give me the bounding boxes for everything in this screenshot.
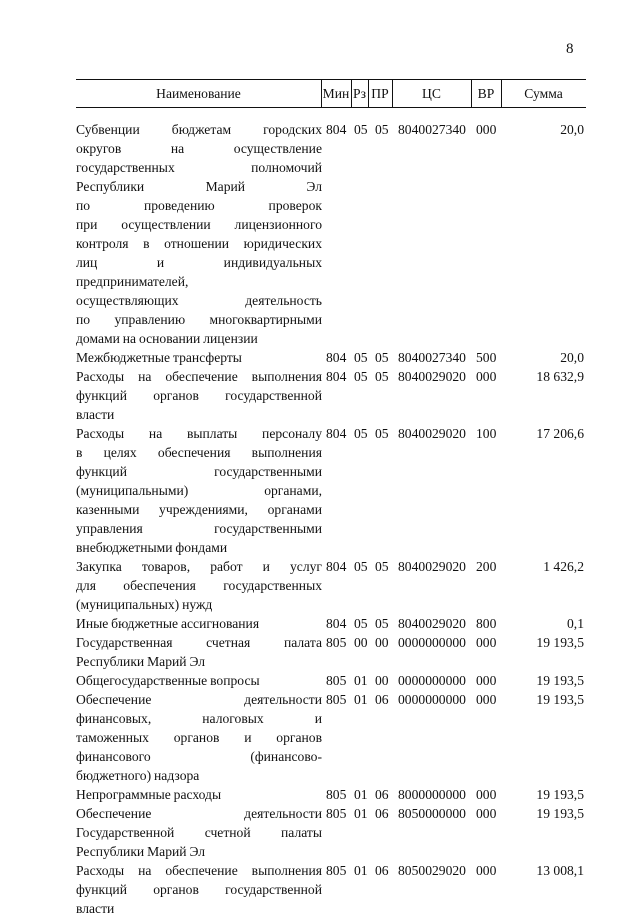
header-vr: ВР	[477, 86, 495, 101]
table-row	[76, 861, 586, 918]
row-rz: 01	[354, 863, 368, 878]
row-cs: 0000000000	[398, 673, 466, 688]
row-name	[76, 557, 322, 614]
row-name-line: при осуществлении лицензионного	[76, 217, 322, 232]
row-min: 804	[326, 559, 347, 574]
row-name-line: предпринимателей,	[76, 274, 189, 289]
header-cs: ЦС	[422, 86, 441, 101]
row-vr: 000	[476, 787, 497, 802]
table-row	[76, 367, 586, 424]
row-name-line: казенными учреждениями, органами	[76, 502, 322, 517]
row-sum: 19 193,5	[536, 787, 584, 802]
row-pr: 05	[375, 350, 389, 365]
row-name-line: по проведению проверок	[76, 198, 322, 213]
row-name-line: для обеспечения государственных	[76, 578, 322, 593]
table-body	[76, 120, 586, 918]
row-min: 805	[326, 673, 347, 688]
row-name-line: домами на основании лицензии	[76, 331, 258, 346]
row-cs: 8040027340	[398, 122, 466, 137]
row-pr: 05	[375, 559, 389, 574]
row-name-line: Государственная счетная палата	[76, 635, 322, 650]
row-name-line: Республики Марий Эл	[76, 179, 322, 194]
row-rz: 01	[354, 787, 368, 802]
row-name	[76, 120, 322, 348]
row-min: 805	[326, 635, 347, 650]
row-rz: 05	[354, 559, 368, 574]
row-pr: 06	[375, 787, 389, 802]
row-name-line: финансовых, налоговых и	[76, 711, 322, 726]
row-vr: 000	[476, 673, 497, 688]
row-rz: 01	[354, 806, 368, 821]
row-name-line: управления государственными	[76, 521, 322, 536]
row-name-line: Расходы на обеспечение выполнения	[76, 369, 322, 384]
row-name-line: финансового (финансово-	[76, 749, 322, 764]
row-pr: 05	[375, 616, 389, 631]
row-name-line: таможенных органов и органов	[76, 730, 322, 745]
table-row	[76, 348, 586, 367]
header-sum: Сумма	[524, 86, 563, 101]
row-cs: 8050000000	[398, 806, 466, 821]
row-cs: 8040029020	[398, 426, 466, 441]
row-vr: 000	[476, 635, 497, 650]
row-pr: 05	[375, 122, 389, 137]
row-name-line: власти	[76, 901, 115, 916]
header-min: Мин	[322, 86, 350, 101]
row-pr: 06	[375, 863, 389, 878]
row-vr: 500	[476, 350, 497, 365]
row-cs: 8040029020	[398, 616, 466, 631]
row-pr: 05	[375, 426, 389, 441]
row-sum: 20,0	[560, 122, 584, 137]
row-name-line: Государственной счетной палаты	[76, 825, 322, 840]
row-rz: 00	[354, 635, 368, 650]
row-vr: 000	[476, 806, 497, 821]
row-name-line: внебюджетными фондами	[76, 540, 228, 555]
row-pr: 05	[375, 369, 389, 384]
row-name-line: Иные бюджетные ассигнования	[76, 616, 260, 631]
row-sum: 0,1	[567, 616, 584, 631]
row-min: 804	[326, 426, 347, 441]
row-vr: 100	[476, 426, 497, 441]
header-pr: ПР	[371, 86, 389, 101]
table-row	[76, 690, 586, 785]
row-min: 804	[326, 350, 347, 365]
row-min: 805	[326, 863, 347, 878]
row-name	[76, 424, 322, 557]
row-name	[76, 785, 322, 804]
row-pr: 06	[375, 692, 389, 707]
row-name-line: Межбюджетные трансферты	[76, 350, 242, 365]
row-min: 805	[326, 692, 347, 707]
row-sum: 19 193,5	[536, 673, 584, 688]
row-rz: 05	[354, 350, 368, 365]
row-sum: 18 632,9	[536, 369, 584, 384]
table-header	[76, 79, 586, 108]
table-row	[76, 785, 586, 804]
row-vr: 200	[476, 559, 497, 574]
row-vr: 000	[476, 369, 497, 384]
row-rz: 01	[354, 692, 368, 707]
row-cs: 0000000000	[398, 635, 466, 650]
row-rz: 05	[354, 426, 368, 441]
row-pr: 06	[375, 806, 389, 821]
table-row	[76, 424, 586, 557]
row-name-line: лиц и индивидуальных	[76, 255, 322, 270]
row-name-line: Общегосударственные вопросы	[76, 673, 260, 688]
row-pr: 00	[375, 673, 389, 688]
row-vr: 000	[476, 863, 497, 878]
row-cs: 0000000000	[398, 692, 466, 707]
row-name	[76, 633, 322, 671]
table-row	[76, 804, 586, 861]
row-sum: 17 206,6	[536, 426, 584, 441]
row-name-line: Закупка товаров, работ и услуг	[76, 559, 322, 574]
row-min: 805	[326, 787, 347, 802]
row-name-line: по управлению многоквартирными	[76, 312, 322, 327]
row-rz: 05	[354, 616, 368, 631]
row-name-line: Республики Марий Эл	[76, 654, 206, 669]
header-name: Наименование	[156, 86, 241, 101]
row-name-line: государственных полномочий	[76, 160, 322, 175]
row-sum: 19 193,5	[536, 692, 584, 707]
row-sum: 19 193,5	[536, 806, 584, 821]
row-cs: 8050029020	[398, 863, 466, 878]
row-rz: 01	[354, 673, 368, 688]
row-min: 804	[326, 369, 347, 384]
row-min: 805	[326, 806, 347, 821]
row-name-line: округов на осуществление	[76, 141, 322, 156]
row-name-line: функций государственными	[76, 464, 322, 479]
row-name-line: в целях обеспечения выполнения	[76, 445, 322, 460]
row-rz: 05	[354, 122, 368, 137]
row-name	[76, 671, 322, 690]
row-name-line: (муниципальных) нужд	[76, 597, 213, 612]
row-name-line: Непрограммные расходы	[76, 787, 222, 802]
table-row	[76, 671, 586, 690]
table-row	[76, 633, 586, 671]
table-row	[76, 557, 586, 614]
row-name-line: Субвенции бюджетам городских	[76, 122, 322, 137]
row-cs: 8040027340	[398, 350, 466, 365]
row-cs: 8040029020	[398, 559, 466, 574]
row-cs: 8000000000	[398, 787, 466, 802]
row-name-line: функций органов государственной	[76, 388, 322, 403]
row-name	[76, 804, 322, 861]
row-min: 804	[326, 122, 347, 137]
row-name-line: контроля в отношении юридических	[76, 236, 322, 251]
row-sum: 19 193,5	[536, 635, 584, 650]
row-name	[76, 861, 322, 918]
row-name-line: власти	[76, 407, 115, 422]
row-name	[76, 367, 322, 424]
row-pr: 00	[375, 635, 389, 650]
row-name	[76, 348, 322, 367]
row-rz: 05	[354, 369, 368, 384]
row-name	[76, 690, 322, 785]
page-number: 8	[566, 41, 574, 57]
row-sum: 13 008,1	[536, 863, 584, 878]
row-name-line: Республики Марий Эл	[76, 844, 206, 859]
row-sum: 1 426,2	[543, 559, 584, 574]
row-name-line: (муниципальными) органами,	[76, 483, 322, 498]
row-name-line: бюджетного) надзора	[76, 768, 200, 783]
row-name-line: Обеспечение деятельности	[76, 692, 322, 707]
header-rz: Рз	[353, 86, 366, 101]
row-name-line: Расходы на выплаты персоналу	[76, 426, 322, 441]
row-vr: 000	[476, 692, 497, 707]
row-cs: 8040029020	[398, 369, 466, 384]
row-vr: 800	[476, 616, 497, 631]
row-name-line: Расходы на обеспечение выполнения	[76, 863, 322, 878]
row-name-line: Обеспечение деятельности	[76, 806, 322, 821]
table-row	[76, 614, 586, 633]
row-name	[76, 614, 322, 633]
row-min: 804	[326, 616, 347, 631]
table-row	[76, 120, 586, 348]
row-name-line: осуществляющих деятельность	[76, 293, 322, 308]
row-sum: 20,0	[560, 350, 584, 365]
row-vr: 000	[476, 122, 497, 137]
row-name-line: функций органов государственной	[76, 882, 322, 897]
